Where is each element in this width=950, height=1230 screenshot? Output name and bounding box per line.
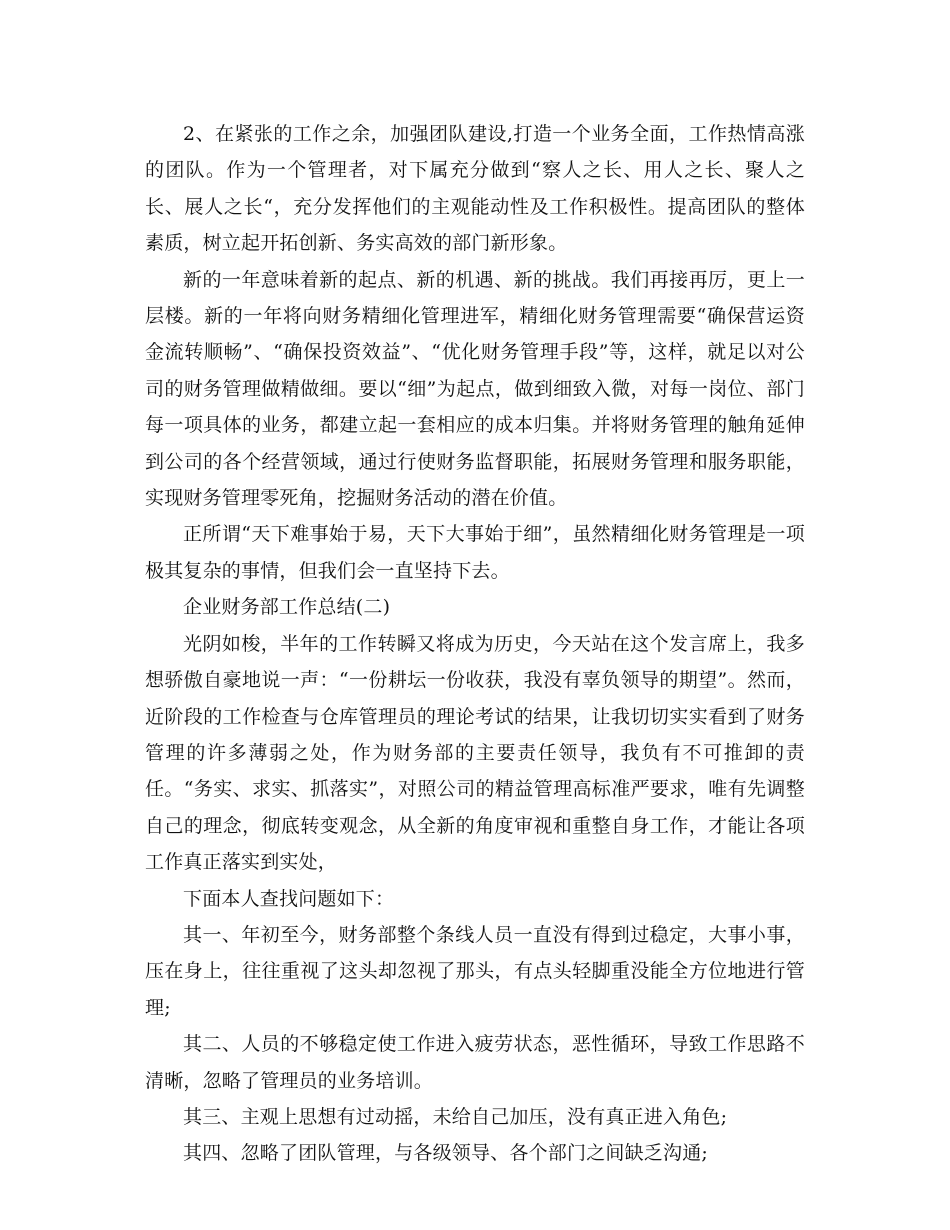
section-heading: 企业财务部工作总结(二) [183,596,391,619]
document-body [145,116,805,1172]
paragraph-problem-3: 其三、主观上思想有过动摇，未给自己加压，没有真正进入角色; [183,1105,728,1128]
paragraph-problem-2: 其二、人员的不够稳定使工作进入疲劳状态，恶性循环，导致工作思路不清晰，忽略了管理员的业务培训。 [145,1033,805,1092]
paragraph-new-year-plan: 新的一年意味着新的起点、新的机遇、新的挑战。我们再接再厉，更上一层楼。新的一年将向财务精细化管理进军，精细化财务管理需要“确保营运资金流转顺畅”、“确保投资效益”、“优化财务管理手段”等，这样，就足以对公司的财务管理做精做细。要以“细”为起点，做到细致入微，对每一岗位、部门每一项具体的业务，都建立起一套相应的成本归集。并将财务管理的触角延伸到公司的各个经营领域，通过行使财务监督职能，拓展财务管理和服务职能，实现财务管理零死角，挖掘财务活动的潜在价值。 [145,268,805,510]
paragraph-problem-4: 其四、忽略了团队管理，与各级领导、各个部门之间缺乏沟通; [183,1142,709,1165]
paragraph-team-building: 2、在紧张的工作之余，加强团队建设,打造一个业务全面，工作热情高涨的团队。作为一个管理者，对下属充分做到“察人之长、用人之长、聚人之长、展人之长“，充分发挥他们的主观能动性及工作积极性。提高团队的整体素质，树立起开拓创新、务实高效的部门新形象。 [145,123,805,255]
paragraph-persistence: 正所谓“天下难事始于易，天下大事始于细”，虽然精细化财务管理是一项极其复杂的事情，但我们会一直坚持下去。 [145,523,805,582]
paragraph-problem-1: 其一、年初至今，财务部整个条线人员一直没有得到过稳定，大事小事，压在身上，往往重视了这头却忽视了那头，有点头轻脚重没能全方位地进行管理; [145,923,805,1019]
paragraph-problems-intro: 下面本人查找问题如下： [183,887,395,910]
paragraph-half-year-review: 光阴如梭，半年的工作转瞬又将成为历史，今天站在这个发言席上，我多想骄傲自豪地说一声：“一份耕坛一份收获，我没有辜负领导的期望”。然而，近阶段的工作检查与仓库管理员的理论考试的结果，让我切切实实看到了财务管理的许多薄弱之处，作为财务部的主要责任领导，我负有不可推卸的责任。“务实、求实、抓落实”，对照公司的精益管理高标准严要求，唯有先调整自己的理念，彻底转变观念，从全新的角度审视和重整自身工作，才能让各项工作真正落实到实处， [145,632,805,874]
